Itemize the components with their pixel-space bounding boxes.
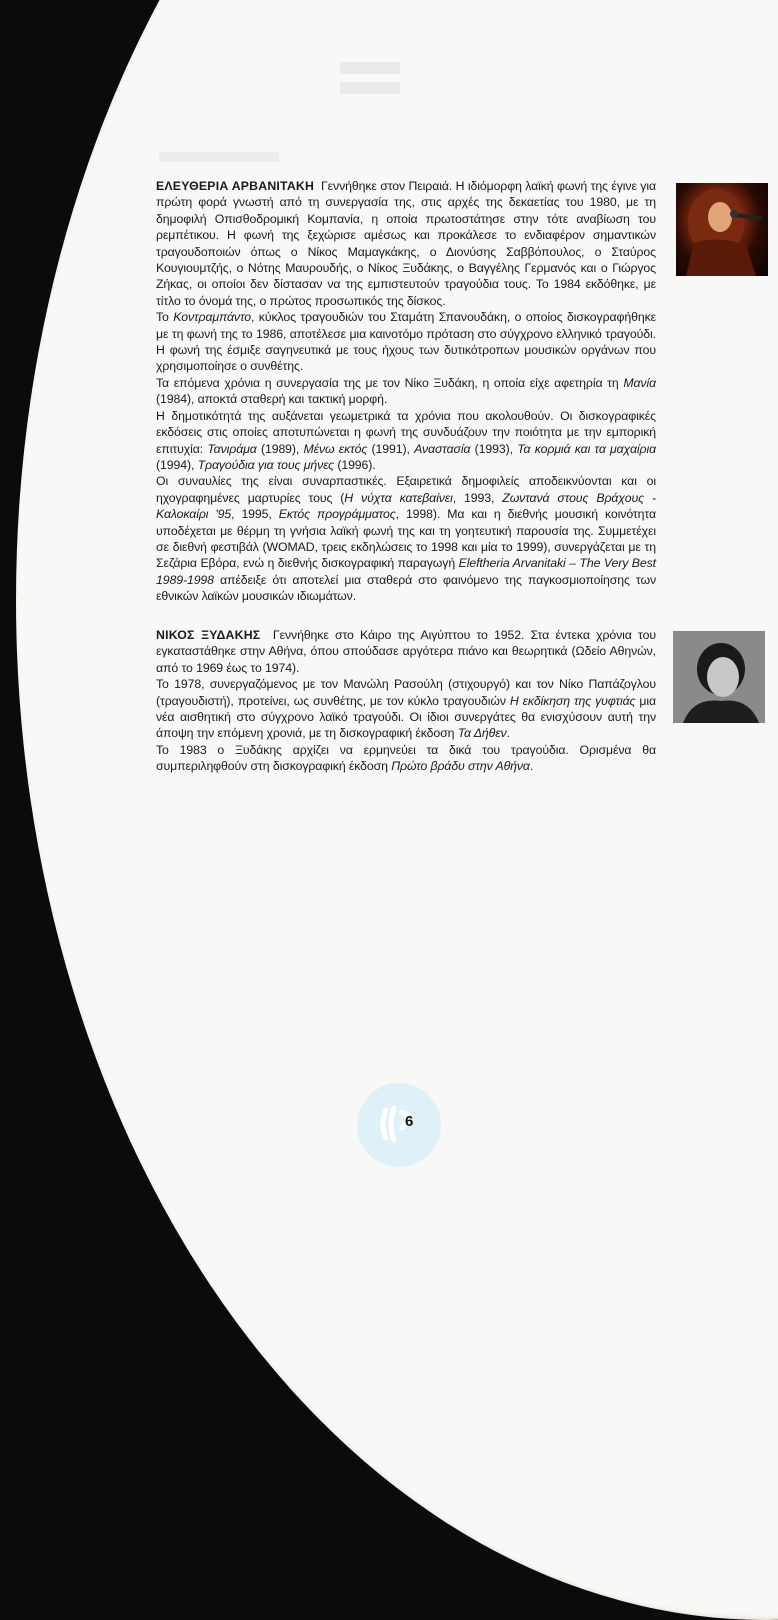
bio-paragraph: ΕΛΕΥΘΕΡΙΑ ΑΡΒΑΝΙΤΑΚΗ Γεννήθηκε στον Πειραιά. Η ιδιόμορφη λαϊκή φωνή της έγινε για πρώτη φορά γνωστή από τη συνεργασία της, στις αρχές της δεκαετίας του 1980, με τη δημοφιλή Οπισθοδρομική Κομπανία, η οποία πρωτοστάτησε στην τότε αναβίωση του ρεμπέτικου. Η φωνή της ξεχώρισε αμέσως και προκάλεσε το ενδιαφέρον σημαντικών τραγουδοποιών όπως ο Νίκος Μαμαγκάκης, ο Διονύσης Σαββόπουλος, ο Σταύρος Κουγιουμτζής, ο Νότης Μαυρουδής, ο Νίκος Ξυδάκης, ο Βαγγέλης Γερμανός και ο Γιώργος Ζήκας, οι οποίοι δεν δίστασαν να της εμπιστευτούν τραγούδια τους. Το 1984 εκδόθηκε, με τίτλο το όνομά της, ο πρώτος προσωπικός της δίσκος. bbox=[156, 179, 656, 308]
photo-arvanitaki bbox=[676, 183, 768, 276]
photo-xydakis bbox=[673, 631, 765, 723]
bio-paragraph: Τα επόμενα χρόνια η συνεργασία της με τον Νίκο Ξυδάκη, η οποία είχε αφετηρία τη Μανία (1984), αποκτά σταθερή και τακτική μορφή. bbox=[156, 375, 656, 407]
faint-heading-decoration bbox=[340, 62, 400, 106]
bio-xydakis bbox=[156, 627, 656, 775]
bio-paragraph: Το 1983 ο Ξυδάκης αρχίζει να ερμηνεύει τα δικά του τραγούδια. Ορισμένα θα συμπεριληφθούν στη δισκογραφική έκδοση Πρώτο βράδυ στην Αθήνα. bbox=[156, 742, 656, 774]
bio-arvanitaki bbox=[156, 178, 656, 605]
bio-paragraph: ΝΙΚΟΣ ΞΥΔΑΚΗΣ Γεννήθηκε στο Κάιρο της Αιγύπτου το 1952. Στα έντεκα χρόνια του εγκαταστάθηκε στην Αθήνα, όπου σπούδασε αργότερα πιάνο και θεωρητικά (Ωδείο Αθηνών, από το 1969 έως το 1974). bbox=[156, 628, 656, 675]
logo-glyph-icon bbox=[372, 1098, 424, 1150]
page-number: 6 bbox=[405, 1113, 414, 1130]
bio-paragraph: Το Κοντραμπάντο, κύκλος τραγουδιών του Σταμάτη Σπανουδάκη, ο οποίος δισκογραφήθηκε με τη φωνή της το 1986, αποτέλεσε μια καινοτόμο πρόταση στο σύγχρονο ελληνικό τραγούδι. Η φωνή της έσμιξε σαγηνευτικά με τους ήχους των δυτικότροπων μουσικών οργάνων που χρησιμοποίησε ο συνθέτης. bbox=[156, 310, 656, 374]
bio-paragraph: Το 1978, συνεργαζόμενος με τον Μανώλη Ρασούλη (στιχουργό) και τον Νίκο Παπάζογλου (τραγουδιστή), προτείνει, ως συνθέτης, με τον κύκλο τραγουδιών Η εκδίκηση της γυφτιάς μια νέα αισθητική στο σύγχρονο λαϊκό τραγούδι. Οι ίδιοι συνεργάτες θα ενισχύσουν αυτή την άποψη την επόμενη χρονιά, με τη δισκογραφική έκδοση Τα Δήθεν. bbox=[156, 677, 656, 741]
bio-paragraph: Οι συναυλίες της είναι συναρπαστικές. Εξαιρετικά δημοφιλείς αποδεικνύονται και οι ηχογραφημένες μαρτυρίες τους (Η νύχτα κατεβαίνει, 1993, Ζωντανά στους Βράχους - Καλοκαίρι '95, 1995, Εκτός προγράμματος, 1998). Μα και η διεθνής μουσική κοινότητα υποδέχεται με θέρμη τη γνήσια λαϊκή φωνή της και τη γοητευτική παρουσία της. Συμμετέχει σε διεθνή φεστιβάλ (WOMAD, τρεις εκδηλώσεις το 1998 και μία το 1999), συνεργάζεται με τη Σεζάρια Εβόρα, ενώ η διεθνής δισκογραφική παραγωγή Eleftheria Arvanitaki – The Very Best 1989-1998 απέδειξε ότι αποτελεί μια σταθερά στο φαινόμενο της παγκοσμιοποίησης των εθνικών λαϊκών μουσικών ιδιωμάτων. bbox=[156, 474, 656, 604]
bio-name: ΝΙΚΟΣ ΞΥΔΑΚΗΣ bbox=[156, 628, 261, 642]
faint-subheading-decoration bbox=[159, 152, 279, 162]
bio-name: ΕΛΕΥΘΕΡΙΑ ΑΡΒΑΝΙΤΑΚΗ bbox=[156, 179, 315, 193]
bio-paragraph: Η δημοτικότητά της αυξάνεται γεωμετρικά τα χρόνια που ακολουθούν. Οι δισκογραφικές εκδόσεις στις οποίες αποτυπώνεται η φωνή της συνδυάζουν την ποιότητα με την εμπορική επιτυχία: Τανιράμα (1989), Μένω εκτός (1991), Αναστασία (1993), Τα κορμιά και τα μαχαίρια (1994), Τραγούδια για τους μήνες (1996). bbox=[156, 408, 656, 472]
